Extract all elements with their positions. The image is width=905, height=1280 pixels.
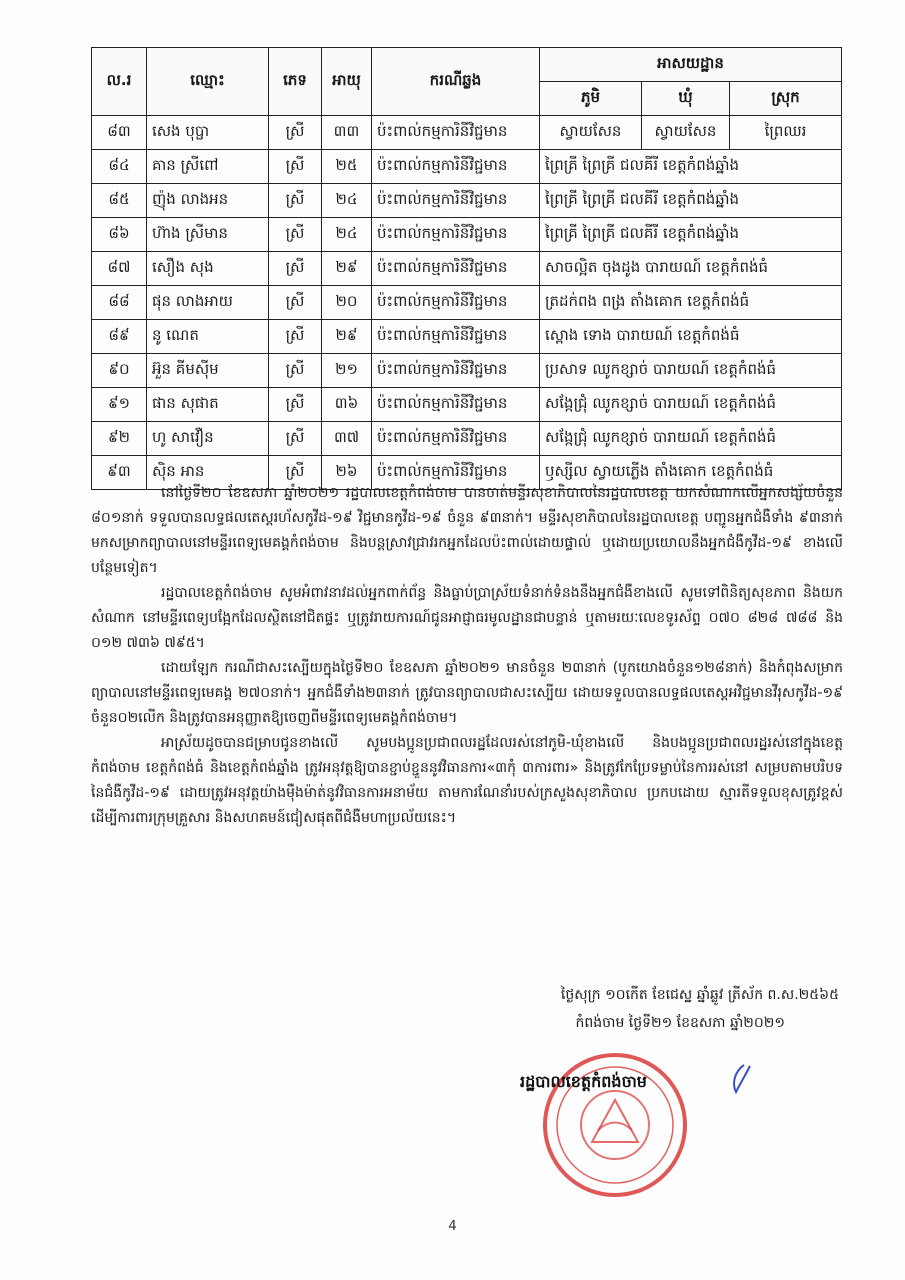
header-address: អាសយដ្ឋាន — [540, 48, 842, 82]
place-date: កំពង់ចាម ថ្ងៃទី២១ ខែឧសភា ឆ្នាំ២០២១ — [575, 1015, 785, 1031]
cell-address: ត្រដក់ពង ពង្រ តាំងគោក ខេត្តកំពង់ធំ — [540, 286, 842, 320]
cell-address: ព្រៃគ្រី ព្រៃគ្រី ជលគីរី ខេត្តកំពង់ឆ្នាំង — [540, 150, 842, 184]
cell-case: ប៉ះពាល់កម្មការិនីវិជ្ជមាន — [372, 184, 540, 218]
cell-age: ២៩ — [322, 320, 372, 354]
cell-name: អ៊ួន គីមស៊ីម — [147, 354, 269, 388]
cell-sex: ស្រី — [269, 116, 322, 150]
header-no: ល.រ — [92, 48, 147, 116]
header-commune: ឃុំ — [642, 82, 730, 116]
paragraph-appeal: រដ្ឋបាលខេត្តកំពង់ចាម សូមអំពាវនាវដល់អ្នកពាក់ព័ន្ធ និងធ្លាប់ប្រាស្រ័យទំនាក់ទំនងនឹងអ្នកជំងឺខាងលើ សូមទៅពិនិត្យសុខភាព និងយកសំណាក នៅមន្ទីរពេទ្យបង្អែកដែលស្ថិតនៅជិតផ្ទះ ឬត្រូវរាយការណ៍ជូនអាជ្ញាធរមូលដ្ឋានជាបន្ទាន់ ឬតាមរយៈលេខទូរស័ព្ទ ០៧០ ៨២៨ ៧៨៨ និង ០១២ ៧៣៦ ៧៩៥។ — [91, 585, 844, 651]
header-age: អាយុ — [322, 48, 372, 116]
cell-case: ប៉ះពាល់កម្មការិនីវិជ្ជមាន — [372, 286, 540, 320]
cell-address: សាចល្អិត ចុងដូង បារាយណ៍ ខេត្តកំពង់ធំ — [540, 252, 842, 286]
cell-name: នូ ណេត — [147, 320, 269, 354]
cell-address: ព្រៃគ្រី ព្រៃគ្រី ជលគីរី ខេត្តកំពង់ឆ្នាំង — [540, 218, 842, 252]
cell-name: ផាន សុផាត — [147, 388, 269, 422]
paragraph-testing: នៅថ្ងៃទី២០ ខែឧសភា ឆ្នាំ២០២១ រដ្ឋបាលខេត្តកំពង់ចាម បានចាត់មន្ទីរសុខាភិបាលនៃរដ្ឋបាលខេត្ត យកសំណាកលើអ្នកសង្ស័យចំនួន ៨០១នាក់ ទទួលបានលទ្ធផលតេស្តរហ័សកូវីដ-១៩ វិជ្ជមានកូវីដ-១៩ ចំនួន ៩៣នាក់។ មន្ទីរសុខាភិបាលនៃរដ្ឋបាលខេត្ត បញ្ជូនអ្នកជំងឺទាំង ៩៣នាក់ មកសម្រាកព្យាបាលនៅមន្ទីរពេទ្យមេគង្គកំពង់ចាម និងបន្តស្រាវជ្រាវរកអ្នកដែលប៉ះពាល់ដោយផ្ទាល់ ឬដោយប្រយោលនឹងអ្នកជំងឺកូវីដ-១៩ ខាងលើបន្ថែមទៀត។ — [91, 485, 843, 576]
cell-no: ៨៩ — [92, 320, 147, 354]
header-sex: ភេទ — [269, 48, 322, 116]
cell-no: ៨៥ — [92, 184, 147, 218]
cell-case: ប៉ះពាល់កម្មការិនីវិជ្ជមាន — [372, 354, 540, 388]
page-number: 4 — [448, 1219, 457, 1234]
cell-age: ៣៦ — [322, 388, 372, 422]
cell-sex: ស្រី — [269, 150, 322, 184]
cell-no: ៩០ — [92, 354, 147, 388]
table-row — [92, 116, 842, 150]
cell-no: ៨៣ — [92, 116, 147, 150]
cell-name: ហ៊ាង ស្រីមាន — [147, 218, 269, 252]
cell-age: ២០ — [322, 286, 372, 320]
cell-age: ៣៧ — [322, 422, 372, 456]
cell-village: ស្វាយសែន — [540, 116, 642, 150]
cell-case: ប៉ះពាល់កម្មការិនីវិជ្ជមាន — [372, 320, 540, 354]
cell-case: ប៉ះពាល់កម្មការិនីវិជ្ជមាន — [372, 116, 540, 150]
cell-no: ៨៨ — [92, 286, 147, 320]
cell-sex: ស្រី — [269, 422, 322, 456]
cell-sex: ស្រី — [269, 252, 322, 286]
table-row — [92, 150, 842, 184]
header-village: ភូមិ — [540, 82, 642, 116]
cell-name: សេង បុប្ផា — [147, 116, 269, 150]
cell-address: ឫស្សីល ស្វាយភ្លើង តាំងគោក ខេត្តកំពង់ធំ — [540, 456, 842, 490]
cell-name: ញ៉ុង លាងអន — [147, 184, 269, 218]
cases-table — [91, 47, 842, 490]
cell-age: ២៥ — [322, 150, 372, 184]
table-row — [92, 422, 842, 456]
cell-address: សង្កែជ្រុំ ឈូកខ្សាច់ បារាយណ៍ ខេត្តកំពង់ធំ — [540, 422, 842, 456]
paragraph-recovered: ដោយឡែក ករណីជាសះស្បើយក្នុងថ្ងៃទី២០ ខែឧសភា ឆ្នាំ២០២១ មានចំនួន ២៣នាក់ (បូកយោងចំនួន១២៨នាក់) និងកំពុងសម្រាកព្យាបាលនៅមន្ទីរពេទ្យមេគង្គ ២៧០នាក់។ អ្នកជំងឺទាំង២៣នាក់ ត្រូវបានព្យាបាលជាសះស្បើយ ដោយទទួលបានលទ្ធផលតេស្តអវិជ្ជមានវីរុសកូវីដ-១៩ ចំនួន០២លើក និងត្រូវបានអនុញ្ញាតឱ្យចេញពីមន្ទីរពេទ្យមេគង្គកំពង់ចាម។ — [91, 660, 843, 726]
table-row — [92, 286, 842, 320]
cell-age: ២៤ — [322, 184, 372, 218]
cell-district: ព្រៃឈរ — [730, 116, 842, 150]
signer-name: រដ្ឋបាលខេត្តកំពង់ចាម — [520, 1072, 647, 1091]
cell-name: ស៊ិន អាន — [147, 456, 269, 490]
table-row — [92, 388, 842, 422]
header-transmission: ករណីឆ្លង — [372, 48, 540, 116]
table-row — [92, 320, 842, 354]
cell-address: សង្កែជ្រុំ ឈូកខ្សាច់ បារាយណ៍ ខេត្តកំពង់ធំ — [540, 388, 842, 422]
header-district: ស្រុក — [730, 82, 842, 116]
cell-sex: ស្រី — [269, 218, 322, 252]
cell-age: ២៩ — [322, 252, 372, 286]
cell-age: ២៦ — [322, 456, 372, 490]
cell-sex: ស្រី — [269, 320, 322, 354]
cell-case: ប៉ះពាល់កម្មការិនីវិជ្ជមាន — [372, 150, 540, 184]
cell-case: ប៉ះពាល់កម្មការិនីវិជ្ជមាន — [372, 388, 540, 422]
cell-age: ២១ — [322, 354, 372, 388]
cell-no: ៨៦ — [92, 218, 147, 252]
table-header-row — [92, 48, 842, 82]
cell-age: ២៤ — [322, 218, 372, 252]
cell-sex: ស្រី — [269, 184, 322, 218]
cell-age: ៣៣ — [322, 116, 372, 150]
cell-no: ៨៤ — [92, 150, 147, 184]
cell-name: គាន ស្រីពៅ — [147, 150, 269, 184]
cell-sex: ស្រី — [269, 354, 322, 388]
paragraph-measures: អាស្រ័យដូចបានជម្រាបជូនខាងលើ សូមបងប្អូនប្រជាពលរដ្ឋដែលរស់នៅភូមិ-ឃុំខាងលើ និងបងប្អូនប្រជាពលរដ្ឋរស់នៅក្នុងខេត្តកំពង់ចាម ខេត្តកំពង់ធំ និងខេត្តកំពង់ឆ្នាំង ត្រូវអនុវត្តឱ្យបានខ្ជាប់ខ្ជួននូវវិធានការ«៣កុំ ៣ការពារ» និងត្រូវកែប្រែទម្លាប់នៃការរស់នៅ សម្របតាមបរិបទនៃជំងឺកូវីដ-១៩ ដោយត្រូវអនុវត្តយ៉ាងម៉ឺងម៉ាត់នូវវិធានការអនាម័យ តាមការណែនាំរបស់ក្រសួងសុខាភិបាល ប្រកបដោយ ស្មារតីទទួលខុសត្រូវខ្ពស់ ដើម្បីការពារក្រុមគ្រួសារ និងសហគមន៍ជៀសផុតពីជំងឺមហាប្រល័យនេះ។ — [91, 735, 843, 826]
header-name: ឈ្មោះ — [147, 48, 269, 116]
cell-address: ប្រសាទ ឈូកខ្សាច់ បារាយណ៍ ខេត្តកំពង់ធំ — [540, 354, 842, 388]
cell-name: ផុន លាងអាយ — [147, 286, 269, 320]
cell-address: ស្ពោង ទោង បារាយណ៍ ខេត្តកំពង់ធំ — [540, 320, 842, 354]
lunar-date: ថ្ងៃសុក្រ ១០កើត ខែជេស្ឋ ឆ្នាំឆ្លូវ ត្រីស័ក ព.ស.២៥៦៥ — [560, 987, 839, 1003]
cell-no: ៩១ — [92, 388, 147, 422]
cell-commune: ស្វាយសែន — [642, 116, 730, 150]
cell-name: ហូ សាវឿន — [147, 422, 269, 456]
cell-sex: ស្រី — [269, 456, 322, 490]
cell-sex: ស្រី — [269, 388, 322, 422]
table-row — [92, 184, 842, 218]
cell-name: សឿង សុង — [147, 252, 269, 286]
signature-icon — [726, 1062, 756, 1096]
table-row — [92, 252, 842, 286]
cell-case: ប៉ះពាល់កម្មការិនីវិជ្ជមាន — [372, 252, 540, 286]
cell-address: ព្រៃគ្រី ព្រៃគ្រី ជលគីរី ខេត្តកំពង់ឆ្នាំង — [540, 184, 842, 218]
table-row — [92, 218, 842, 252]
table-row — [92, 354, 842, 388]
cell-case: ប៉ះពាល់កម្មការិនីវិជ្ជមាន — [372, 456, 540, 490]
cell-no: ៩២ — [92, 422, 147, 456]
cell-sex: ស្រី — [269, 286, 322, 320]
cell-case: ប៉ះពាល់កម្មការិនីវិជ្ជមាន — [372, 218, 540, 252]
cell-no: ៨៧ — [92, 252, 147, 286]
cell-case: ប៉ះពាល់កម្មការិនីវិជ្ជមាន — [372, 422, 540, 456]
announcement-body — [91, 481, 843, 831]
cell-no: ៩៣ — [92, 456, 147, 490]
